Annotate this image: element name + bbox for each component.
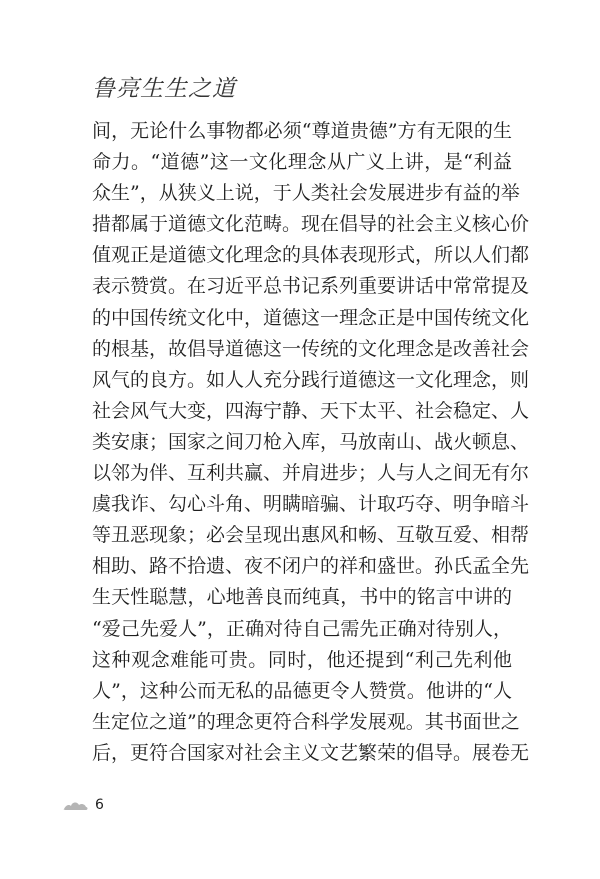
text-line: 值观正是道德文化理念的具体表现形式，所以人们都 [92, 244, 530, 267]
text-line: 风气的良方。如人人充分践行道德这一文化理念，则 [92, 368, 530, 391]
text-line: 人”，这种公而无私的品德更令人赞赏。他讲的“人 [92, 679, 512, 702]
text-line: 的中国传统文化中，道德这一理念正是中国传统文化 [92, 306, 530, 329]
text-line: 虞我诈、勾心斗角、明瞒暗骗、计取巧夺、明争暗斗 [92, 493, 530, 516]
text-line: 等丑恶现象；必会呈现出惠风和畅、互敬互爱、相帮 [92, 524, 530, 547]
text-line: “爱己先爱人”，正确对待自己需先正确对待别人， [92, 617, 512, 640]
text-line: 生定位之道”的理念更符合科学发展观。其书面世之 [92, 710, 520, 733]
cloud-ornament-icon [63, 798, 89, 812]
text-line: 以邻为伴、互利共赢、并肩进步；人与人之间无有尔 [92, 462, 530, 485]
text-line: 社会风气大变，四海宁静、天下太平、社会稳定、人 [92, 399, 530, 422]
text-line: 表示赞赏。在习近平总书记系列重要讲话中常常提及 [92, 275, 530, 298]
text-line: 这种观念难能可贵。同时，他还提到“利己先利他 [92, 648, 512, 671]
text-line: 众生”，从狭义上说，于人类社会发展进步有益的举 [92, 182, 520, 205]
text-line: 措都属于道德文化范畴。现在倡导的社会主义核心价 [92, 213, 530, 236]
text-line: 间，无论什么事物都必须“尊道贵德”方有无限的生 [92, 120, 512, 142]
text-line: 类安康；国家之间刀枪入库，马放南山、战火顿息、 [92, 430, 530, 453]
body-text [92, 116, 530, 769]
text-line: 相助、路不拾遗、夜不闭户的祥和盛世。孙氏孟全先 [92, 555, 530, 578]
text-line: 的根基，故倡导道德这一传统的文化理念是改善社会 [92, 337, 530, 360]
page-footer [63, 797, 104, 813]
text-line: 命力。“道德”这一文化理念从广义上讲，是“利益 [92, 151, 512, 174]
page-number: 6 [95, 797, 104, 813]
running-header-title: 鲁亮生生之道 [92, 76, 236, 102]
text-line: 生天性聪慧，心地善良而纯真，书中的铭言中讲的 [92, 586, 512, 609]
text-line: 后，更符合国家对社会主义文艺繁荣的倡导。展卷无 [92, 741, 530, 764]
